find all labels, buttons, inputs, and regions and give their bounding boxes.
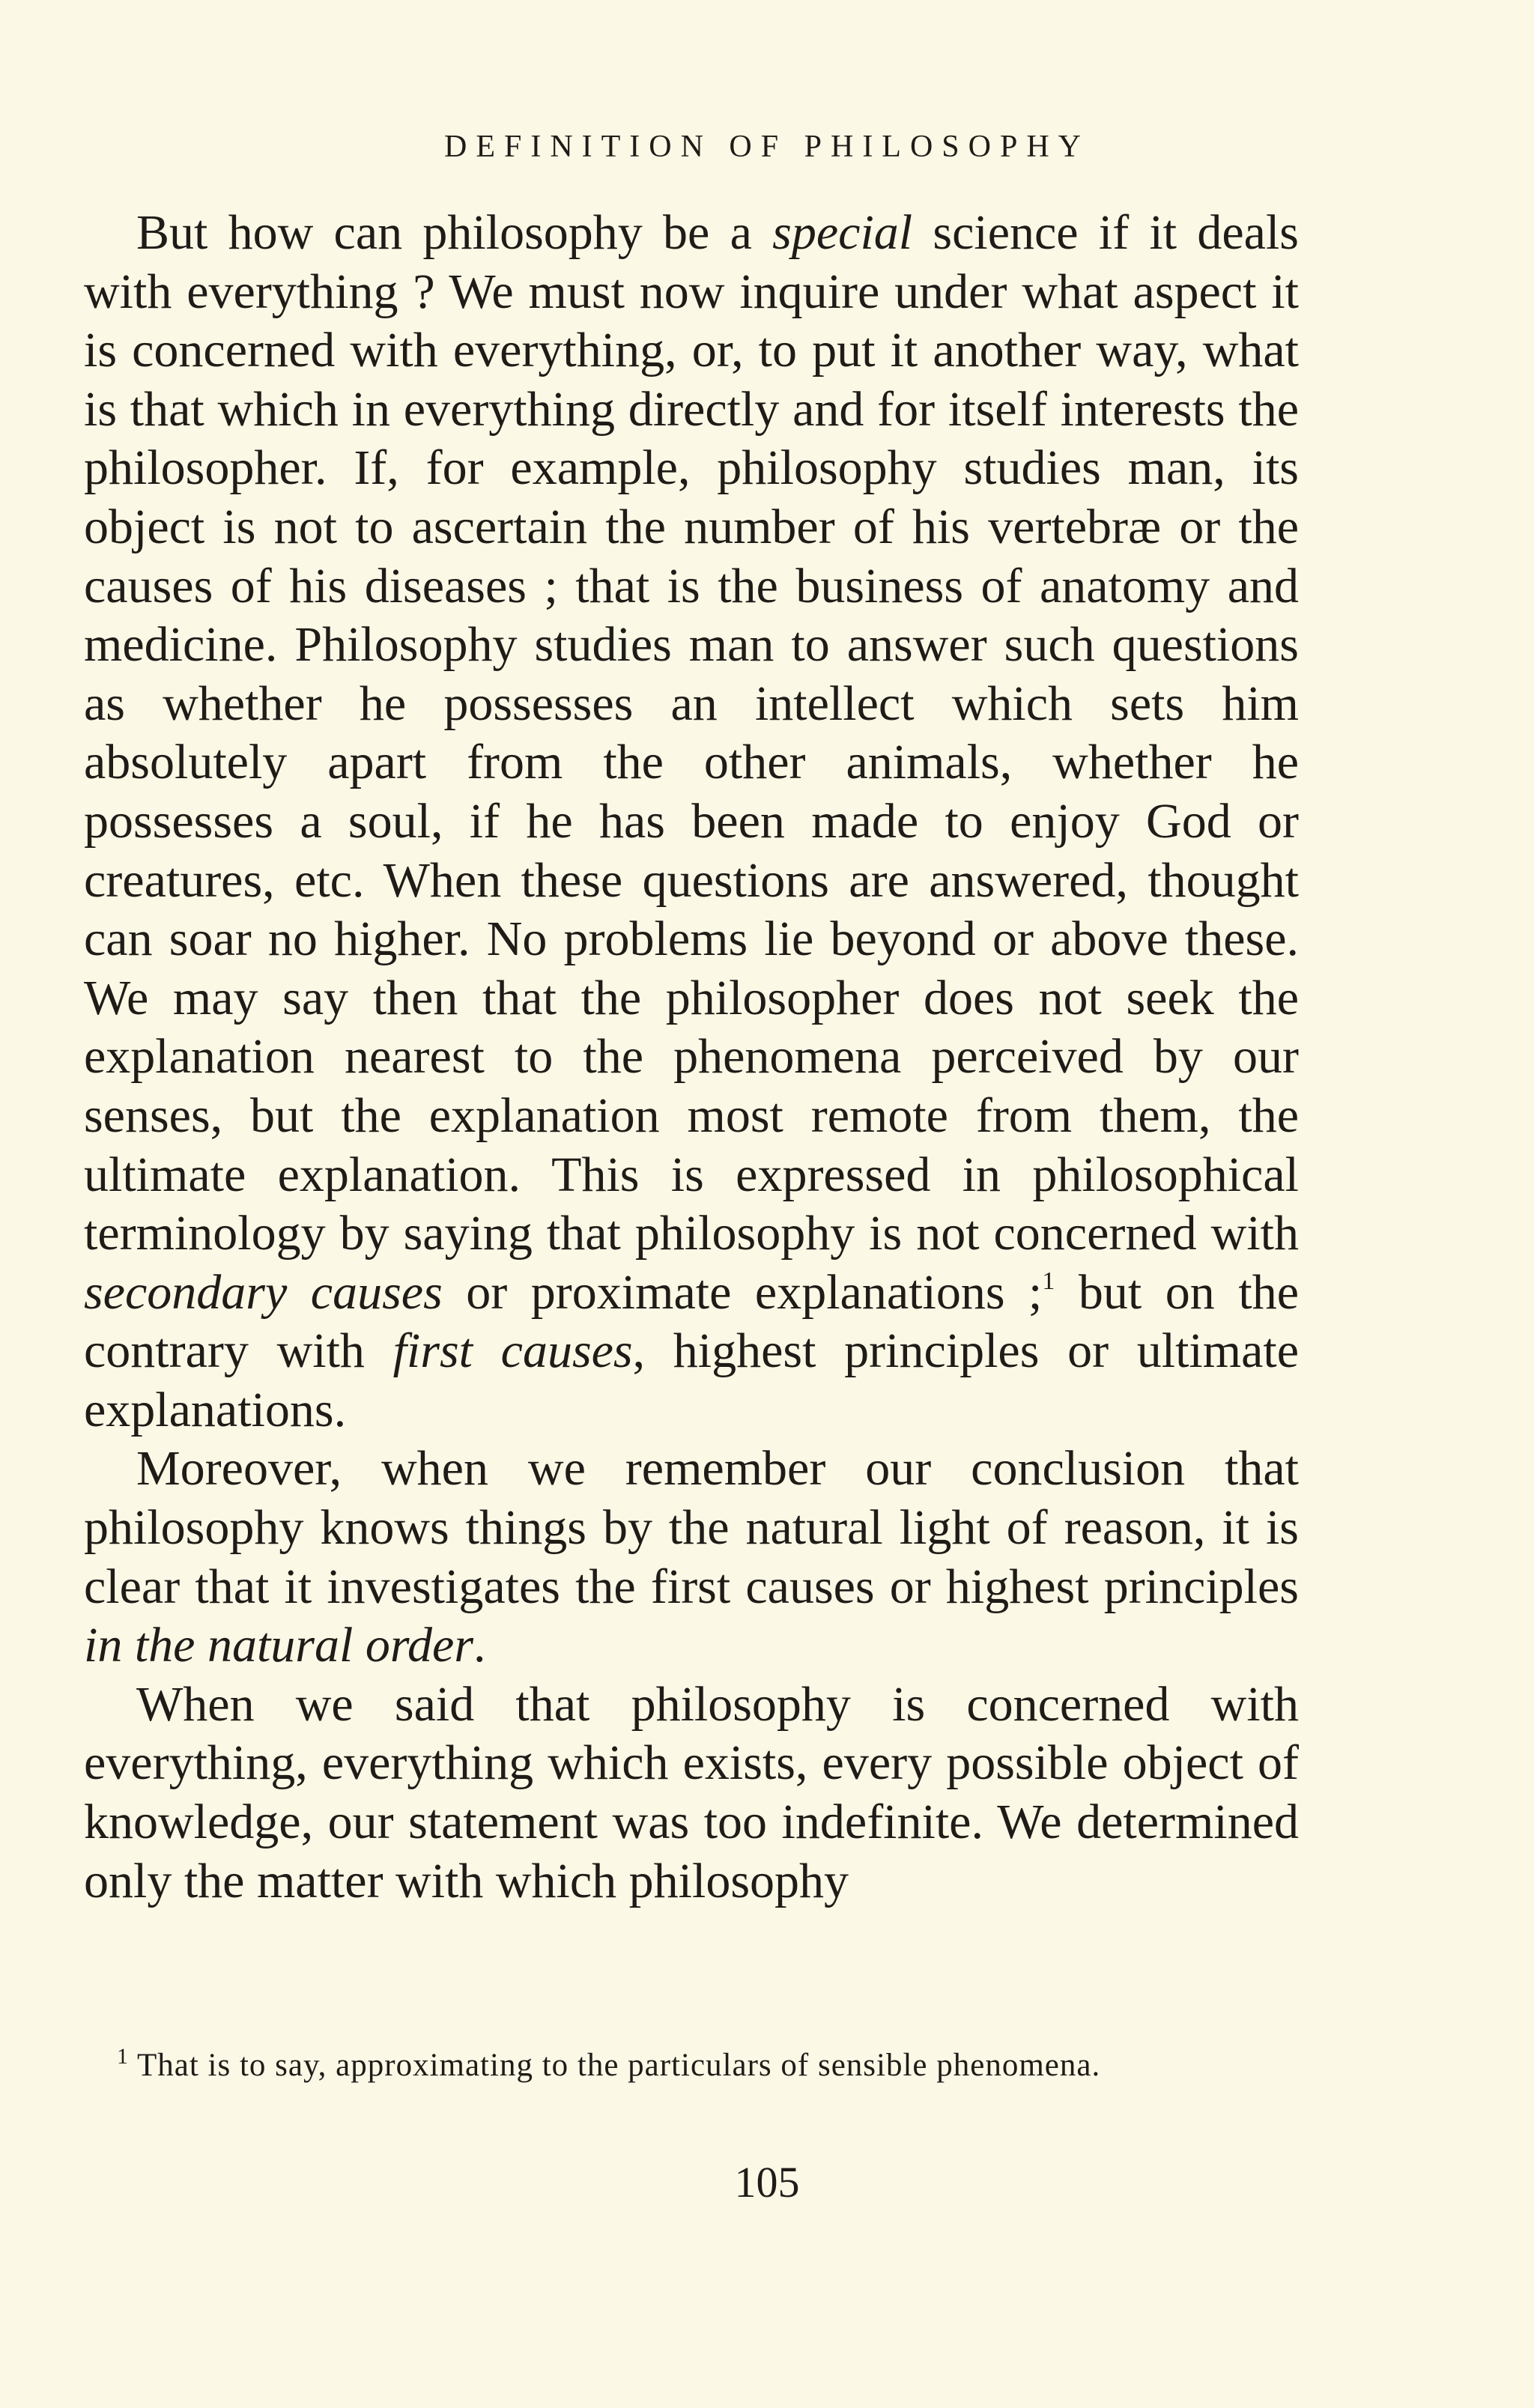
text-segment: But how can philosophy be a xyxy=(136,205,773,260)
footnote-text: That is to say, approximating to the particulars of sensible phenomena. xyxy=(129,2048,1101,2083)
text-segment: science if it deals with everything ? We must now inquire under what aspect it is concerned with everything, or, to put it another way, what is that which in everything directly and for itself interests the philosopher. If, for example, philosophy studies man, its object is not to ascertain the number of his vertebræ or the causes of his diseases ; that is the business of anatomy and medicine. Philosophy studies man to answer such questions as whether he possesses an intellect which sets him absolutely apart from the other animals, whether he possesses a soul, if he has been made to enjoy God or creatures, etc. When these questions are answered, thought can soar no higher. No problems lie beyond or above these. We may say then that the philosopher does not seek the explanation nearest to the phenomena perceived by our senses, but the explanation most remote from them, the ultimate explanation. This is expressed in philosophical terminology by saying that philosophy is not concerned with xyxy=(84,205,1299,1261)
italic-segment: secondary causes xyxy=(84,1264,443,1320)
text-segment: . xyxy=(473,1618,486,1673)
running-head: DEFINITION OF PHILOSOPHY xyxy=(443,130,1090,164)
page-number: 105 xyxy=(734,2158,800,2207)
text-segment: or proximate explanations ; xyxy=(442,1264,1043,1320)
footnote xyxy=(84,2045,1299,2087)
paragraph-3 xyxy=(84,1675,1299,1911)
text-segment: , highest principles or ultimate explanations. xyxy=(84,1323,1300,1437)
footnote-reference[interactable]: 1 xyxy=(1042,1267,1055,1295)
italic-segment: in the natural order xyxy=(84,1618,474,1673)
text-segment: When we said that philosophy is concerned with everything, everything which exists, every possible object of knowledge, our statement was too indefinite. We determined only the matter with which philosophy xyxy=(84,1676,1299,1908)
text-segment: but on the contrary with xyxy=(84,1264,1299,1379)
footnote-marker: 1 xyxy=(117,2044,129,2069)
italic-segment: first causes xyxy=(392,1323,633,1379)
body-text xyxy=(84,204,1299,1911)
paragraph-2 xyxy=(84,1440,1299,1675)
italic-segment: special xyxy=(772,205,913,260)
text-segment: Moreover, when we remember our conclusion that philosophy knows things by the natural light of reason, it is clear that it investigates the first causes or highest principles xyxy=(84,1441,1299,1614)
paragraph-1 xyxy=(84,204,1299,1440)
